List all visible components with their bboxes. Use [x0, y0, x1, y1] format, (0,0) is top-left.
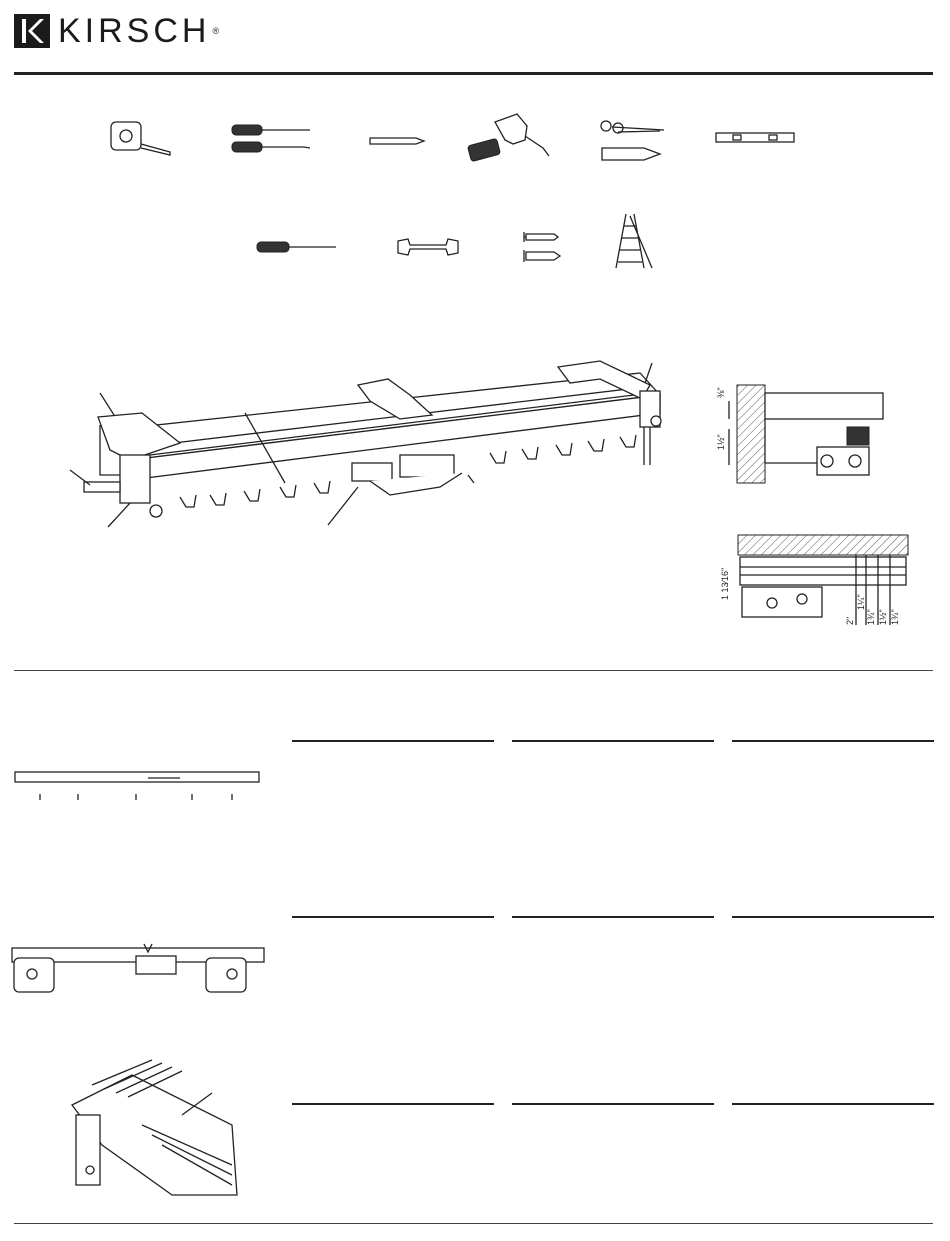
column-rule: [292, 1103, 494, 1105]
kirsch-logo-icon: [14, 14, 50, 48]
front-dim-b: 1¼": [856, 594, 866, 610]
column-rule: [732, 740, 934, 742]
tape-measure-icon: [110, 118, 172, 156]
column-rule: [732, 1103, 934, 1105]
front-dim-c: 1¾": [866, 609, 876, 625]
screwdrivers-icon: [230, 122, 312, 156]
rod-measurement-diagram: [14, 770, 262, 802]
front-dim-a: 2": [845, 616, 855, 625]
front-dim-e: 1¾": [890, 609, 900, 625]
front-dim-d: 1½": [878, 609, 888, 625]
column-rule: [512, 1103, 714, 1105]
section-rule: [14, 670, 933, 671]
scissors-and-utility-knife-icon: [598, 118, 668, 164]
column-rule: [292, 916, 494, 918]
brand-name: KIRSCH ®: [58, 12, 220, 50]
step-ladder-icon: [612, 212, 656, 270]
traverse-rod-illustration: [70, 355, 670, 535]
side-profile-diagram: [705, 385, 895, 490]
bracket-placement-diagram: [10, 942, 266, 998]
screwdriver-icon: [256, 240, 338, 254]
side-dim-top: ⅜": [716, 387, 726, 398]
column-rule: [732, 916, 934, 918]
wrench-icon: [396, 238, 460, 256]
pencil-icon: [368, 136, 428, 146]
level-icon: [715, 130, 797, 146]
column-rule: [512, 916, 714, 918]
footer-rule: [14, 1223, 933, 1224]
header-rule: [14, 72, 933, 75]
power-drill-icon: [465, 112, 555, 162]
column-rule: [292, 740, 494, 742]
wall-anchors-icon: [520, 228, 562, 268]
end-bracket-detail-illustration: [62, 1065, 242, 1195]
front-dim-left: 1 13⁄16": [720, 567, 730, 600]
brand-logo: [14, 14, 219, 48]
column-rule: [512, 740, 714, 742]
side-dim-bottom: 1½": [716, 434, 726, 450]
registered-mark: ®: [212, 26, 220, 36]
